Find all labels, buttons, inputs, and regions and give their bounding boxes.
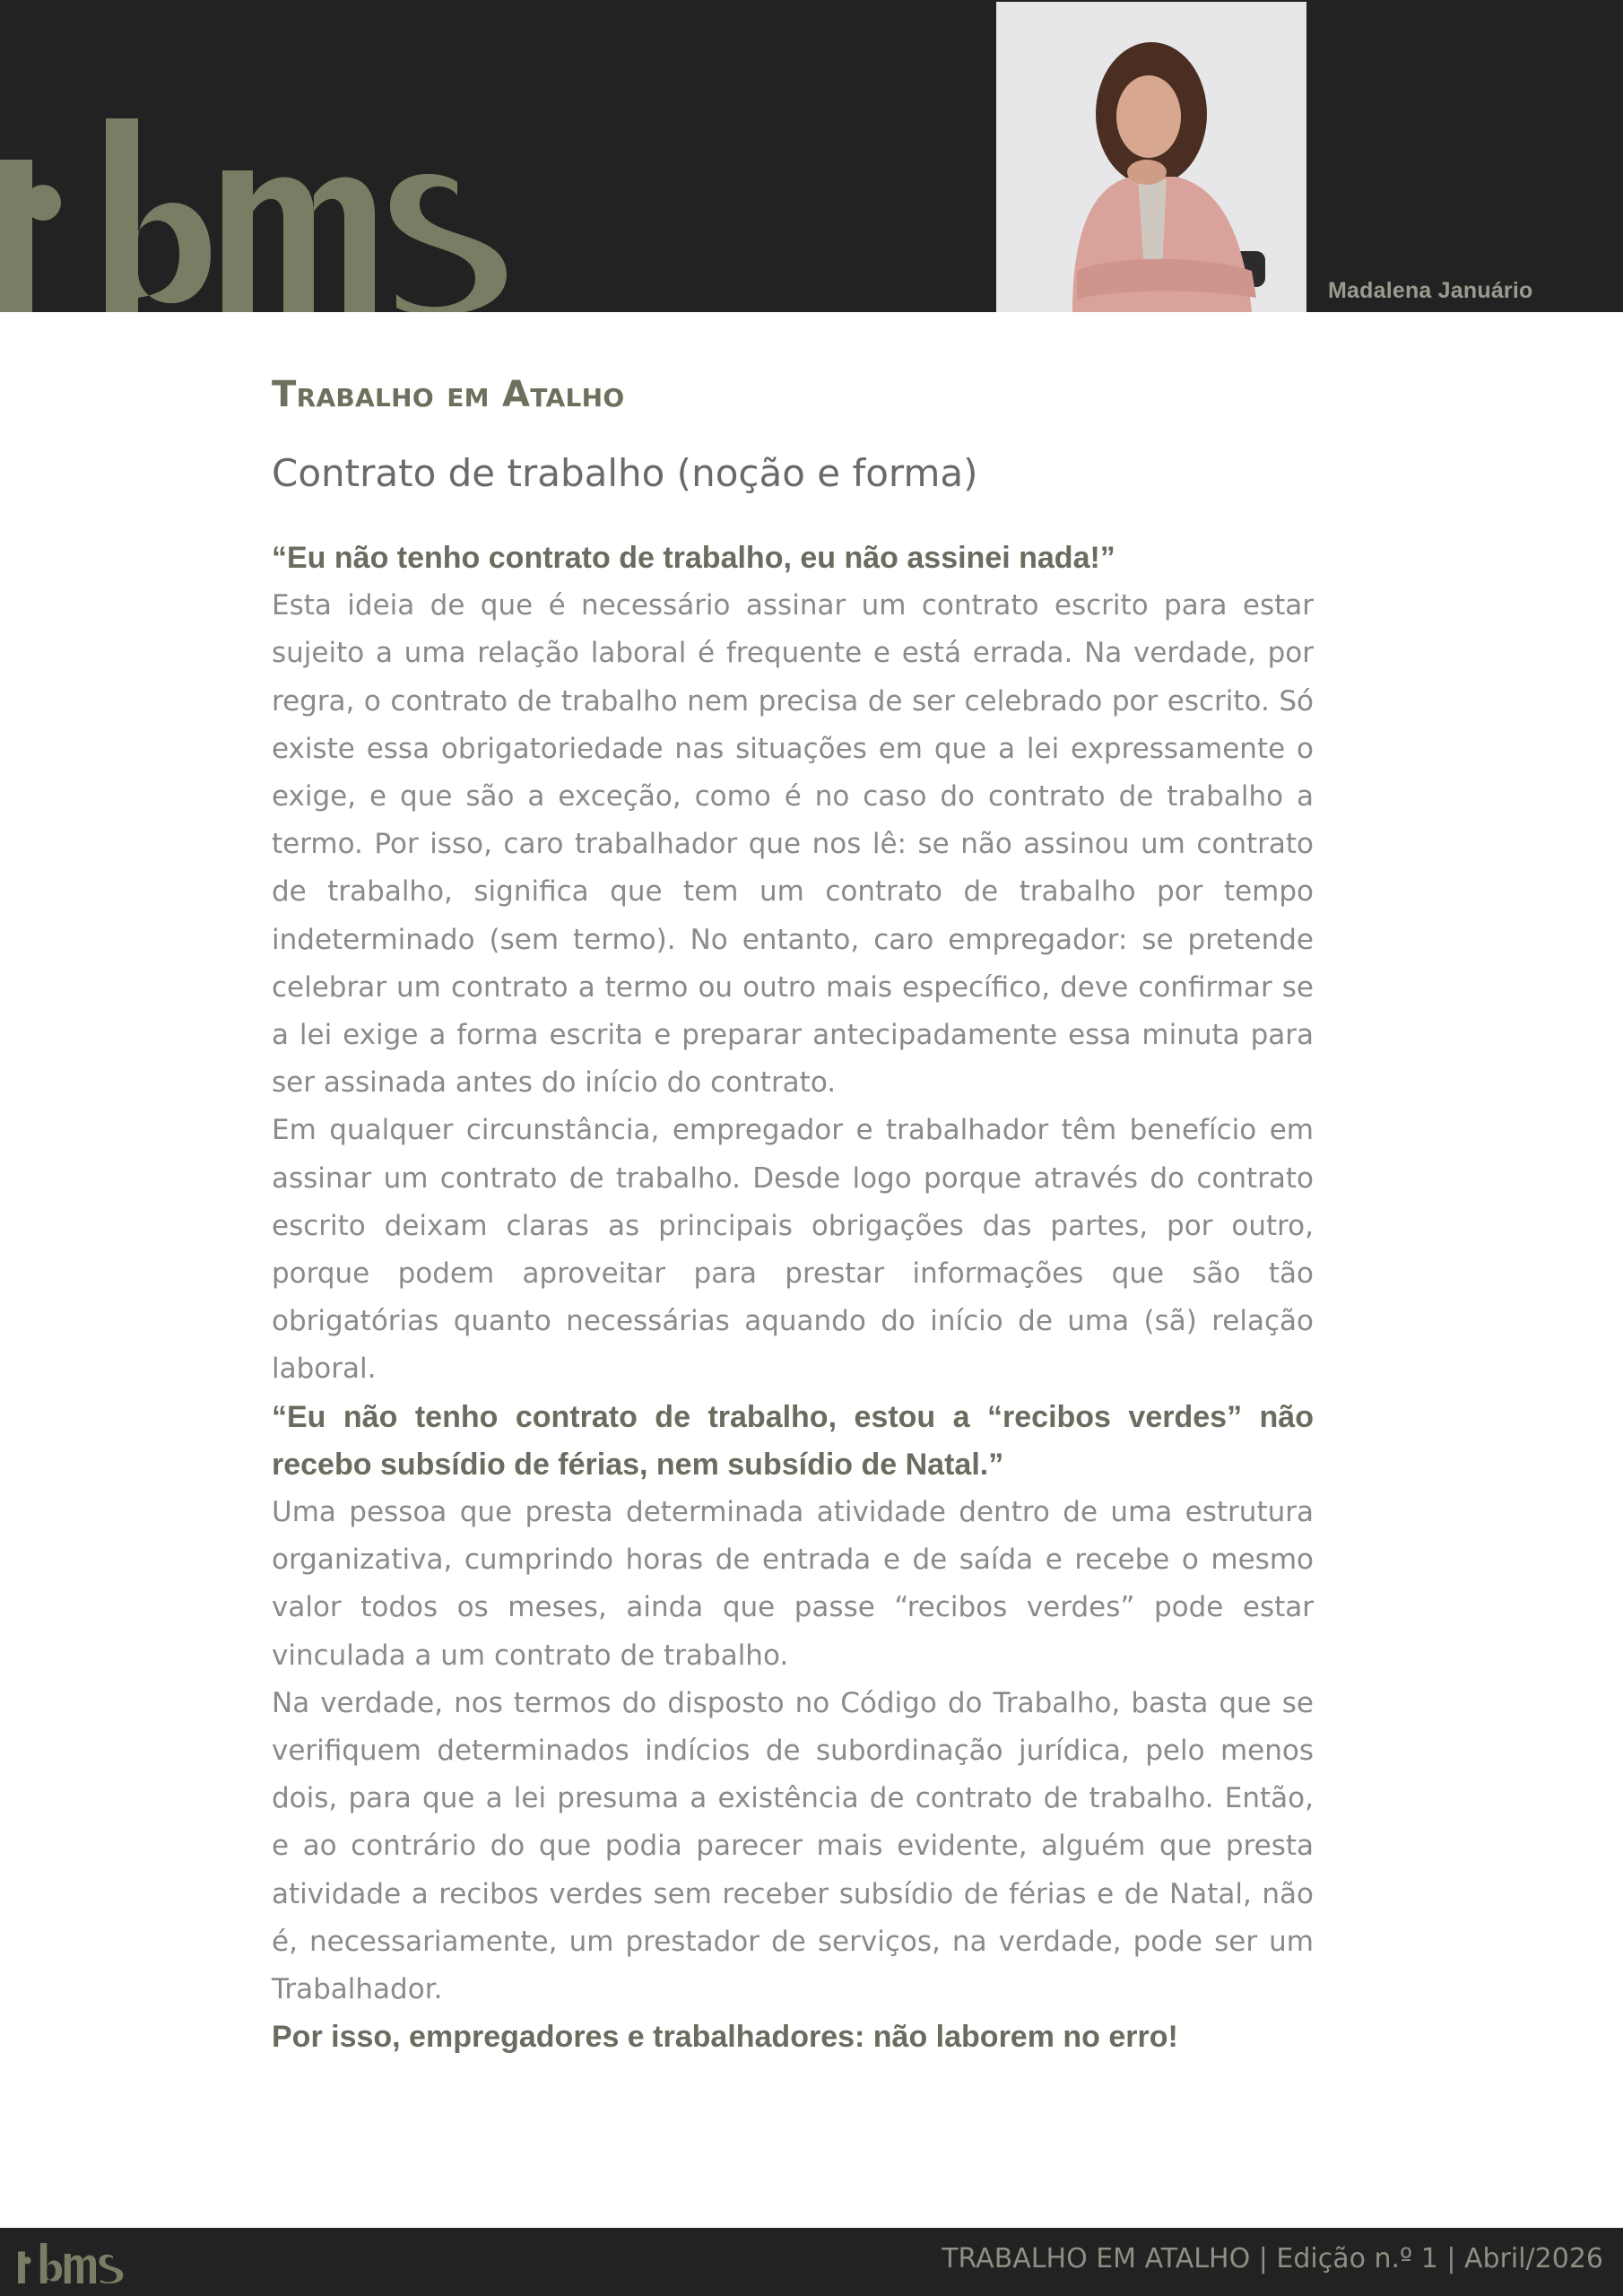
closing-statement: Por isso, empregadores e trabalhadores: não laborem no erro! [272,2020,1178,2055]
article-title: Contrato de trabalho (noção e forma) [272,451,978,495]
author-photo [996,2,1306,312]
quote-heading: “Eu não tenho contrato de trabalho, estou a “recibos verdes” não recebo subsídio de férias, nem subsídio de Natal.” [272,1399,1314,1482]
author-name: Madalena Januário [1328,278,1533,303]
quote-heading: “Eu não tenho contrato de trabalho, eu não assinei nada!” [272,541,1115,575]
series-title: Trabalho em Atalho [272,374,625,415]
rbms-logo [0,106,529,312]
footer-edition-info: TRABALHO EM ATALHO | Edição n.º 1 | Abril/2026 [942,2243,1603,2274]
paragraph: Em qualquer circunstância, empregador e trabalhador têm benefício em assinar um contrato de trabalho. Desde logo porque através do contrato escrito deixam claras as principais obrigações das partes, por outro, porque podem aproveitar para prestar informações que são tão obrigatórias quanto necessárias aquando do início de uma (sã) relação laboral. [272,1114,1314,1386]
header-band [0,0,1623,312]
rbms-logo-small [16,2240,128,2283]
article-body [272,535,1314,2062]
paragraph: Uma pessoa que presta determinada atividade dentro de uma estrutura organizativa, cumprindo horas de entrada e de saída e recebe o mesmo valor todos os meses, ainda que passe “recibos verdes” pode estar vinculada a um contrato de trabalho. [272,1496,1314,1672]
paragraph: Esta ideia de que é necessário assinar um contrato escrito para estar sujeito a uma relação laboral é frequente e está errada. Na verdade, por regra, o contrato de trabalho nem precisa de ser celebrado por escrito. Só existe essa obrigatoriedade nas situações em que a lei expressamente o exige, e que são a exceção, como é no caso do contrato de trabalho a termo. Por isso, caro trabalhador que nos lê: se não assinou um contrato de trabalho, significa que tem um contrato de trabalho por tempo indeterminado (sem termo). No entanto, caro empregador: se pretende celebrar um contrato a termo ou outro mais específico, deve confirmar se a lei exige a forma escrita e preparar antecipadamente essa minuta para ser assinada antes do início do contrato. [272,589,1314,1100]
author-portrait-illustration [996,2,1306,312]
footer-band [0,2228,1623,2296]
article [272,359,1314,2062]
paragraph: Na verdade, nos termos do disposto no Código do Trabalho, basta que se verifiquem determinados indícios de subordinação jurídica, pelo menos dois, para que a lei presuma a existência de contrato de trabalho. Então, e ao contrário do que podia parecer mais evidente, alguém que presta atividade a recibos verdes sem receber subsídio de férias e de Natal, não é, necessariamente, um prestador de serviços, na verdade, pode ser um Trabalhador. [272,1686,1314,2006]
